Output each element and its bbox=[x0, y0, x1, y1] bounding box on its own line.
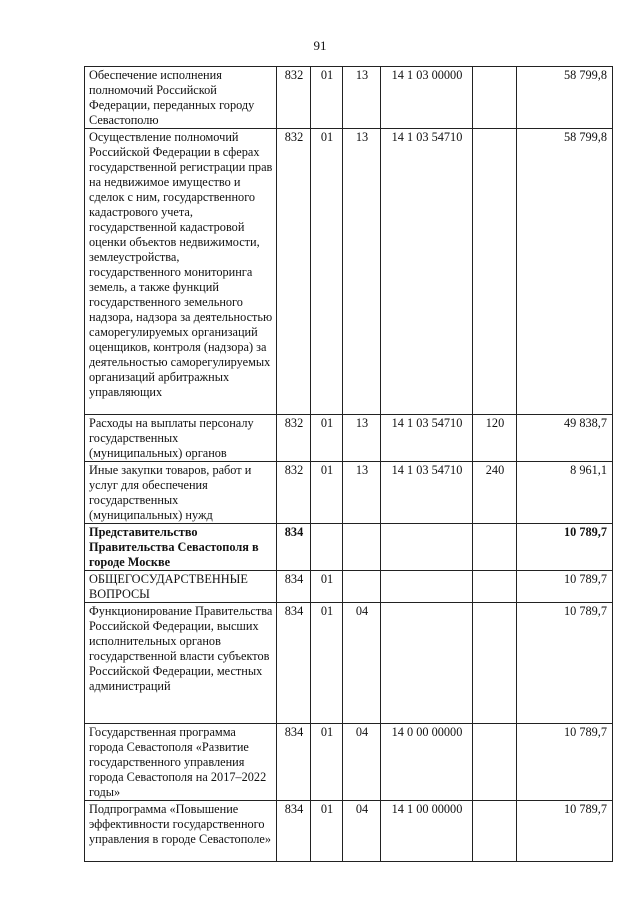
row-name-cell: Подпрограмма «Повышение эффективности государственного управления в городе Севастополе» bbox=[85, 801, 277, 862]
row-name-cell: Осуществление полномочий Российской Федерации в сферах государственной регистрации прав на недвижимое имущество и сделок с ним, государственного кадастрового учета, государственной кадастровой оценки объектов недвижимости, землеустройства, государственного мониторинга земель, а также функций государственного земельного надзора, надзора за деятельностью саморегулируемых организаций оценщиков, контроля (надзора) за деятельностью саморегулируемых организаций арбитражных управляющих bbox=[85, 129, 277, 415]
department-code-cell: 834 bbox=[277, 801, 311, 862]
table-row bbox=[85, 415, 613, 462]
target-article-cell: 14 1 03 54710 bbox=[381, 129, 473, 415]
amount-cell: 10 789,7 bbox=[517, 724, 613, 801]
row-name-cell: Представительство Правительства Севастополя в городе Москве bbox=[85, 524, 277, 571]
amount-cell: 49 838,7 bbox=[517, 415, 613, 462]
expense-type-cell bbox=[473, 524, 517, 571]
subsection-code-cell: 13 bbox=[343, 415, 381, 462]
department-code-cell: 834 bbox=[277, 571, 311, 603]
table-row bbox=[85, 571, 613, 603]
amount-cell: 8 961,1 bbox=[517, 462, 613, 524]
section-code-cell bbox=[311, 524, 343, 571]
department-code-cell: 834 bbox=[277, 603, 311, 724]
expense-type-cell bbox=[473, 724, 517, 801]
row-name-cell: ОБЩЕГОСУДАРСТВЕННЫЕ ВОПРОСЫ bbox=[85, 571, 277, 603]
department-code-cell: 832 bbox=[277, 129, 311, 415]
expense-type-cell: 120 bbox=[473, 415, 517, 462]
expense-type-cell bbox=[473, 129, 517, 415]
expense-type-cell bbox=[473, 603, 517, 724]
subsection-code-cell: 04 bbox=[343, 801, 381, 862]
table-row bbox=[85, 603, 613, 724]
department-code-cell: 834 bbox=[277, 724, 311, 801]
amount-cell: 10 789,7 bbox=[517, 603, 613, 724]
table-row bbox=[85, 129, 613, 415]
table-row bbox=[85, 724, 613, 801]
table-row bbox=[85, 524, 613, 571]
amount-cell: 10 789,7 bbox=[517, 571, 613, 603]
amount-cell: 10 789,7 bbox=[517, 801, 613, 862]
amount-cell: 58 799,8 bbox=[517, 129, 613, 415]
target-article-cell bbox=[381, 571, 473, 603]
target-article-cell: 14 1 03 00000 bbox=[381, 67, 473, 129]
section-code-cell: 01 bbox=[311, 571, 343, 603]
row-name-cell: Иные закупки товаров, работ и услуг для обеспечения государственных (муниципальных) нужд bbox=[85, 462, 277, 524]
expense-type-cell bbox=[473, 67, 517, 129]
row-name-cell: Государственная программа города Севастополя «Развитие государственного управления города Севастополя на 2017–2022 годы» bbox=[85, 724, 277, 801]
section-code-cell: 01 bbox=[311, 462, 343, 524]
department-code-cell: 832 bbox=[277, 415, 311, 462]
target-article-cell: 14 1 03 54710 bbox=[381, 415, 473, 462]
row-name-cell: Обеспечение исполнения полномочий Российской Федерации, переданных городу Севастополю bbox=[85, 67, 277, 129]
target-article-cell: 14 1 00 00000 bbox=[381, 801, 473, 862]
expense-type-cell bbox=[473, 571, 517, 603]
table-row bbox=[85, 801, 613, 862]
budget-table bbox=[84, 66, 613, 862]
amount-cell: 10 789,7 bbox=[517, 524, 613, 571]
page-number: 91 bbox=[313, 38, 327, 53]
target-article-cell bbox=[381, 524, 473, 571]
section-code-cell: 01 bbox=[311, 603, 343, 724]
section-code-cell: 01 bbox=[311, 129, 343, 415]
department-code-cell: 832 bbox=[277, 462, 311, 524]
expense-type-cell bbox=[473, 801, 517, 862]
target-article-cell: 14 1 03 54710 bbox=[381, 462, 473, 524]
department-code-cell: 834 bbox=[277, 524, 311, 571]
target-article-cell bbox=[381, 603, 473, 724]
section-code-cell: 01 bbox=[311, 415, 343, 462]
table-row bbox=[85, 67, 613, 129]
table-row bbox=[85, 462, 613, 524]
target-article-cell: 14 0 00 00000 bbox=[381, 724, 473, 801]
section-code-cell: 01 bbox=[311, 67, 343, 129]
section-code-cell: 01 bbox=[311, 801, 343, 862]
expense-type-cell: 240 bbox=[473, 462, 517, 524]
subsection-code-cell: 13 bbox=[343, 462, 381, 524]
subsection-code-cell: 04 bbox=[343, 603, 381, 724]
row-name-cell: Функционирование Правительства Российской Федерации, высших исполнительных органов государственной власти субъектов Российской Федерации, местных администраций bbox=[85, 603, 277, 724]
section-code-cell: 01 bbox=[311, 724, 343, 801]
amount-cell: 58 799,8 bbox=[517, 67, 613, 129]
subsection-code-cell: 13 bbox=[343, 129, 381, 415]
department-code-cell: 832 bbox=[277, 67, 311, 129]
subsection-code-cell: 04 bbox=[343, 724, 381, 801]
subsection-code-cell bbox=[343, 571, 381, 603]
subsection-code-cell: 13 bbox=[343, 67, 381, 129]
subsection-code-cell bbox=[343, 524, 381, 571]
row-name-cell: Расходы на выплаты персоналу государственных (муниципальных) органов bbox=[85, 415, 277, 462]
